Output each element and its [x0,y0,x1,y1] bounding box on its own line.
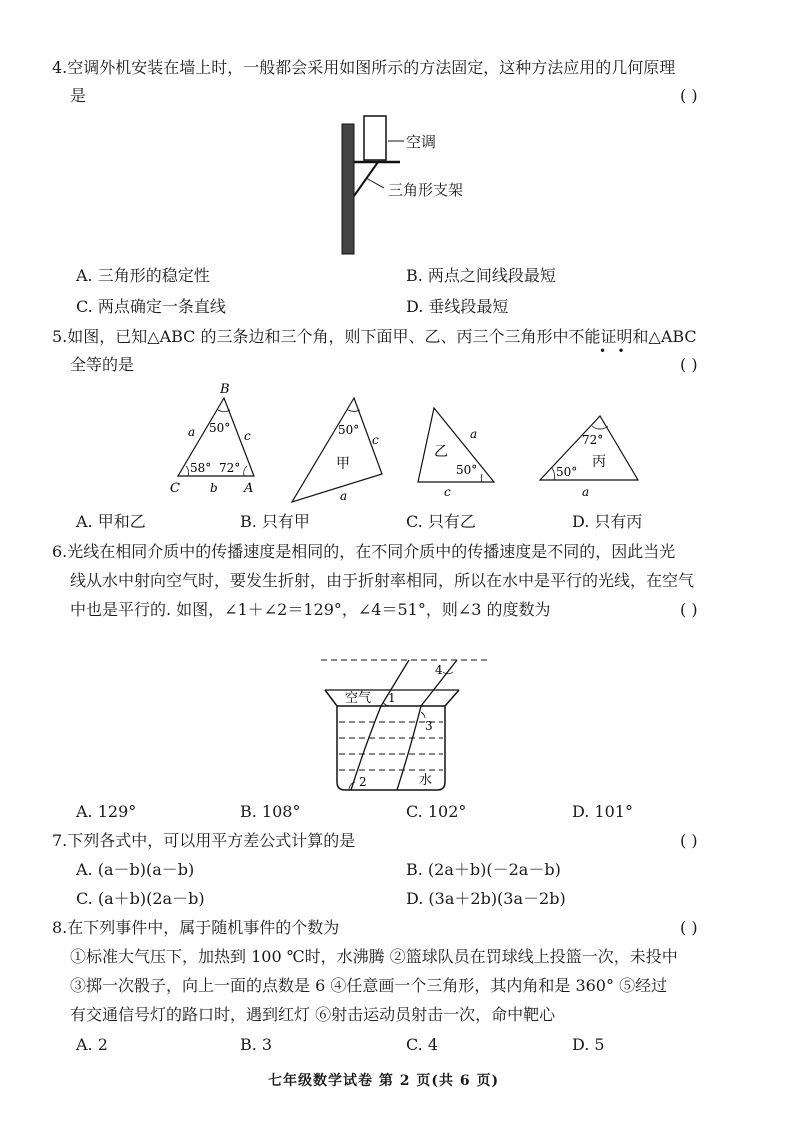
side-b: b [210,481,218,495]
angle-c: 58° [190,461,212,475]
q8-stem: 8.在下列事件中，属于随机事件的个数为 [52,918,340,937]
q7-answer-paren: ( ) [680,831,698,850]
angle-1: 1 [388,691,396,705]
q7-option-b: B. (2a＋b)(－2a－b) [406,860,561,879]
yi-side-c: c [444,485,451,499]
q8-option-c: C. 4 [406,1035,439,1054]
q5-stem-line2: 全等的是 [70,355,135,374]
q6-answer-paren: ( ) [680,600,698,619]
triangle-bing-figure [538,410,648,500]
triangle-jia-figure [286,390,396,510]
q8-option-a: A. 2 [76,1035,108,1054]
q5-option-d: D. 只有丙 [572,512,643,531]
jia-side-a: a [340,489,348,503]
q4-option-d: D. 垂线段最短 [406,297,509,316]
emphasis-dots: • • [599,344,625,358]
q6-option-a: A. 129° [76,802,137,821]
q4-option-b: B. 两点之间线段最短 [406,266,556,285]
bracket-diagonal [354,162,378,196]
q6-option-b: B. 108° [240,802,301,821]
yi-name: 乙 [434,444,448,460]
q6-option-c: C. 102° [406,802,467,821]
q5-stem-line1: 5.如图，已知△ABC 的三条边和三个角，则下面甲、乙、丙三个三角形中不能证明和△ABC [52,327,697,346]
wall [342,124,354,254]
angle-2: 2 [359,775,367,789]
q6-stem-line3: 中也是平行的. 如图，∠1＋∠2＝129°，∠4＝51°，则∠3 的度数为 [70,600,551,619]
bracket-pointer [366,178,384,188]
jia-name: 甲 [336,456,350,472]
triangle-yi-figure [414,400,504,500]
yi-angle: 50° [456,463,478,477]
q8-option-d: D. 5 [572,1035,605,1054]
q7-stem: 7.下列各式中，可以用平方差公式计算的是 [52,831,356,850]
vertex-c: C [170,481,180,496]
q5-option-c: C. 只有乙 [406,512,476,531]
q7-option-a: A. (a－b)(a－b) [76,860,195,879]
yi-side-a: a [470,427,478,441]
q5-option-b: B. 只有甲 [240,512,310,531]
vertex-a: A [244,481,254,496]
angle-a: 72° [219,461,241,475]
q6-stem-line2: 线从水中射向空气时，要发生折射，由于折射率相同，所以在水中是平行的光线，在空气 [70,571,695,590]
q8-events-line1: ①标准大气压下，加热到 100 ℃时，水沸腾 ②篮球队员在罚球线上投篮一次，未投中 [70,947,678,966]
side-a: a [188,425,196,439]
q5-answer-paren: ( ) [680,355,698,374]
q4-answer-paren: ( ) [680,86,698,105]
bing-name: 丙 [592,454,606,470]
q8-option-b: B. 3 [240,1035,273,1054]
label-ac: 空调 [406,133,437,151]
bing-angle-72: 72° [582,433,604,447]
q6-figure-refraction [315,650,495,795]
jia-side-c: c [372,433,379,447]
q8-events-line3: 有交通信号灯的路口时，遇到红灯 ⑥射击运动员射击一次，命中靶心 [70,1005,556,1024]
side-c: c [244,429,251,443]
vertex-b: B [220,382,230,397]
q4-stem-line1: 4.空调外机安装在墙上时，一般都会采用如图所示的方法固定，这种方法应用的几何原理 [52,58,676,77]
q4-stem-line2: 是 [70,86,87,105]
label-water: 水 [419,773,433,788]
q6-stem-line1: 6.光线在相同介质中的传播速度是相同的，在不同介质中的传播速度是不同的，因此当光 [52,542,676,561]
label-bracket: 三角形支架 [388,181,464,199]
q4-option-a: A. 三角形的稳定性 [76,266,210,285]
q8-answer-paren: ( ) [680,918,698,937]
angle-4: 4 [435,663,443,677]
triangle-abc-figure [164,380,264,500]
q8-events-line2: ③掷一次骰子，向上一面的点数是 6 ④任意画一个三角形，其内角和是 360° ⑤经过 [70,976,668,995]
jia-angle: 50° [338,423,360,437]
q5-option-a: A. 甲和乙 [76,512,146,531]
q6-option-d: D. 101° [572,802,633,821]
q7-option-c: C. (a＋b)(2a－b) [76,889,205,908]
ac-unit [364,116,386,160]
bing-side-a: a [582,485,590,499]
angle-b: 50° [209,421,231,435]
page-footer: 七年级数学试卷 第 2 页(共 6 页) [268,1073,500,1089]
label-air: 空气 [345,691,372,706]
angle-3: 3 [425,719,433,733]
q7-option-d: D. (3a＋2b)(3a－2b) [406,889,566,908]
bing-angle-50: 50° [556,465,578,479]
q4-option-c: C. 两点确定一条直线 [76,297,226,316]
